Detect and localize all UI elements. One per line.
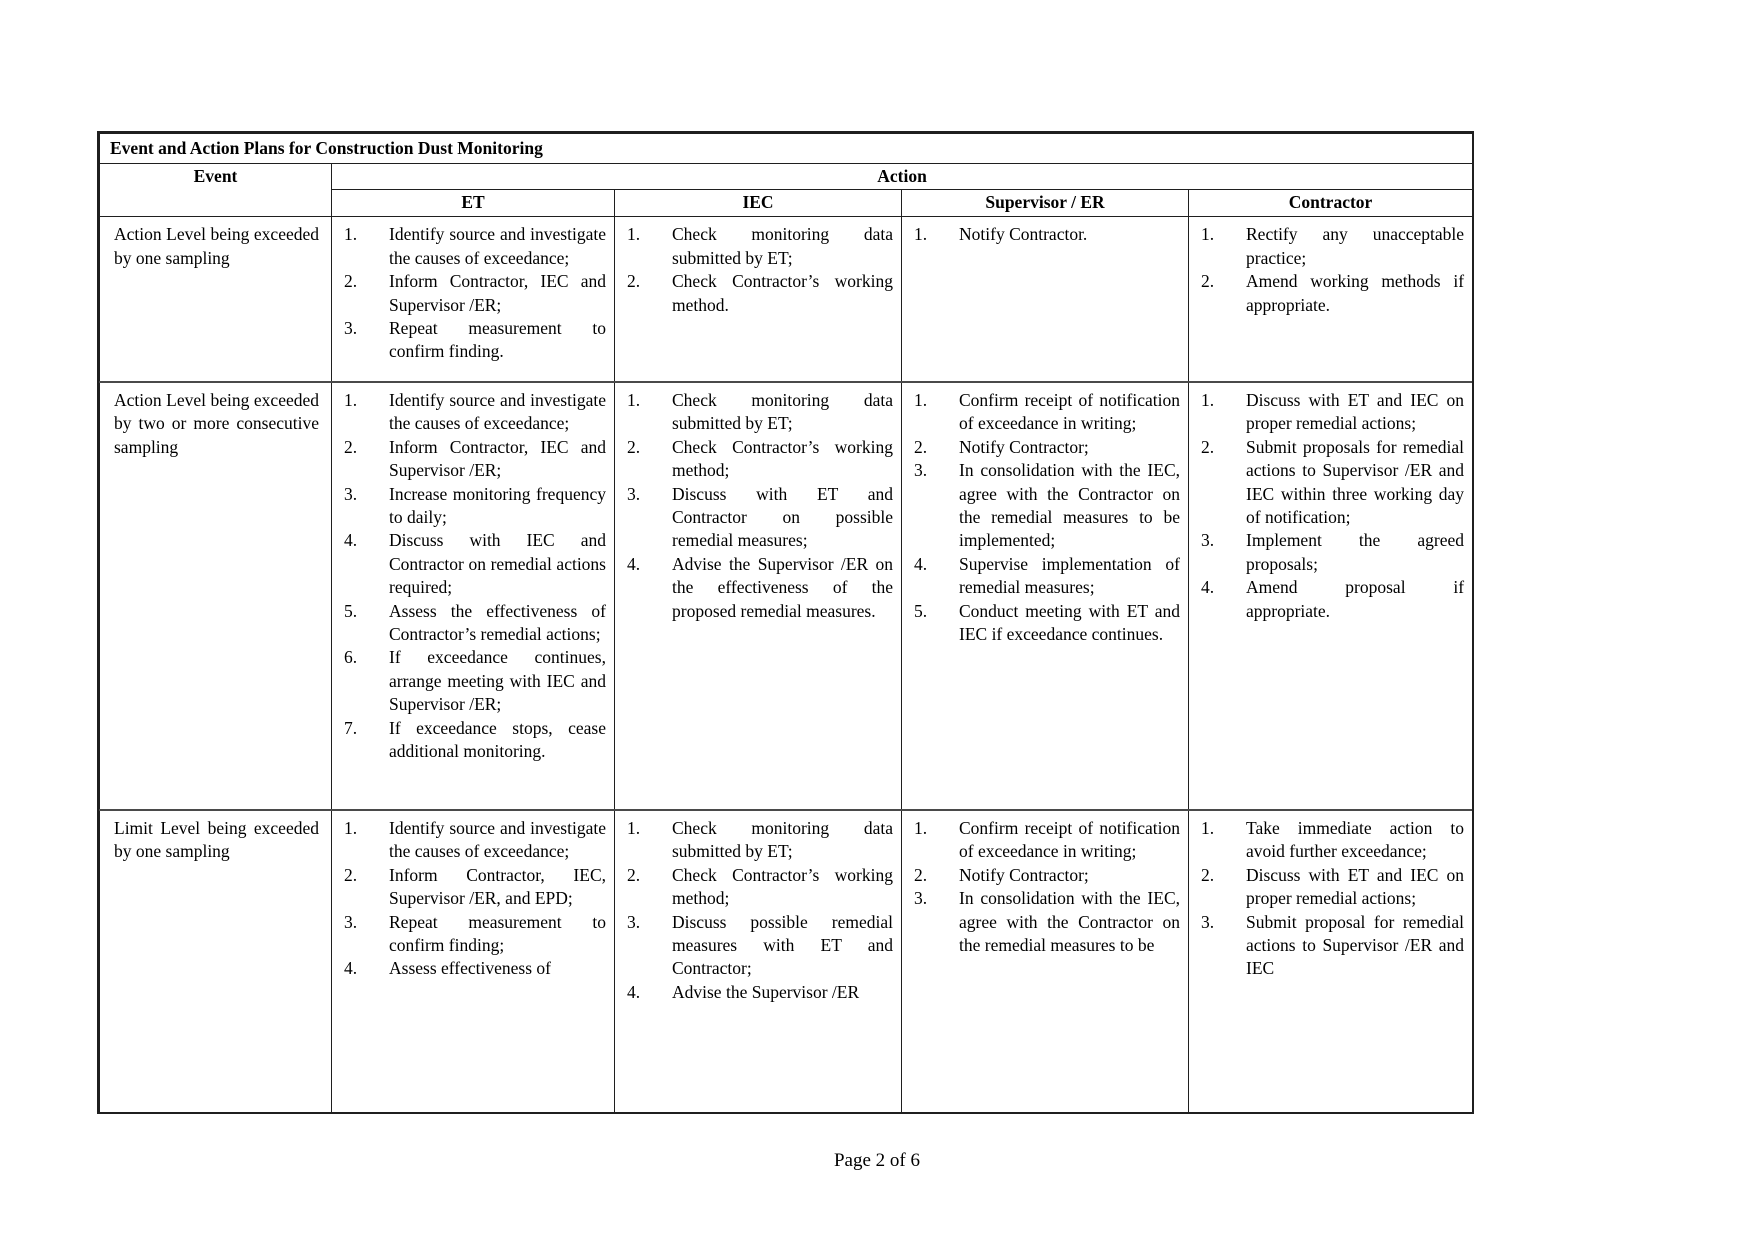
iec-actions-cell — [615, 810, 902, 1114]
table-row — [100, 382, 1473, 810]
action-item: In consolidation with the IEC, agree with the Contractor on the remedial measures to be — [959, 888, 1180, 955]
table-row — [100, 810, 1473, 1114]
action-item: Confirm receipt of notification of exceedance in writing; — [959, 389, 1180, 434]
action-list — [1199, 389, 1464, 623]
action-item: Check Contractor’s working method; — [672, 436, 893, 481]
action-item: Advise the Supervisor /ER on the effectiveness of the proposed remedial measures. — [672, 553, 893, 621]
event-action-table — [97, 131, 1474, 1114]
table-row — [100, 217, 1473, 382]
action-item: If exceedance continues, arrange meeting with IEC and Supervisor /ER; — [389, 647, 606, 715]
action-item: Inform Contractor, IEC and Supervisor /ER; — [389, 436, 606, 481]
action-item: Discuss with ET and Contractor on possible remedial measures; — [672, 483, 893, 551]
action-item: Inform Contractor, IEC and Supervisor /ER; — [389, 271, 606, 315]
action-item: Confirm receipt of notification of exceedance in writing; — [959, 817, 1180, 862]
action-item: Discuss with ET and IEC on proper remedial actions; — [1246, 389, 1465, 434]
action-item: Discuss with IEC and Contractor on remedial actions required; — [389, 530, 606, 598]
event-cell: Action Level being exceeded by one sampling — [100, 217, 332, 382]
action-list — [625, 223, 893, 317]
action-item: Assess effectiveness of — [389, 958, 551, 979]
action-list — [912, 389, 1180, 646]
action-item: Repeat measurement to confirm finding. — [389, 318, 606, 362]
action-item: Submit proposals for remedial actions to Supervisor /ER and IEC within three working day of notification; — [1246, 436, 1465, 527]
action-list — [625, 817, 893, 1004]
action-item: Submit proposal for remedial actions to Supervisor /ER and IEC — [1246, 911, 1465, 979]
action-list — [1199, 223, 1464, 317]
iec-actions-cell — [615, 217, 902, 382]
action-item: Identify source and investigate the causes of exceedance; — [389, 817, 606, 862]
supervisor-actions-cell — [902, 810, 1189, 1114]
action-item: Inform Contractor, IEC, Supervisor /ER, and EPD; — [389, 864, 606, 909]
column-header-supervisor-er: Supervisor / ER — [902, 190, 1189, 217]
column-header-et: ET — [332, 190, 615, 217]
action-item: Notify Contractor; — [959, 864, 1089, 885]
action-list — [1199, 817, 1464, 981]
action-item: Identify source and investigate the causes of exceedance; — [389, 389, 606, 434]
action-item: Rectify any unacceptable practice; — [1246, 224, 1465, 268]
action-item: In consolidation with the IEC, agree with the Contractor on the remedial measures to be implemented; — [959, 460, 1180, 551]
action-item: Repeat measurement to confirm finding; — [389, 911, 606, 955]
column-header-event: Event — [100, 164, 332, 217]
column-header-contractor: Contractor — [1189, 190, 1473, 217]
contractor-actions-cell — [1189, 382, 1473, 810]
table-title-row — [100, 134, 1473, 164]
action-item: If exceedance stops, cease additional monitoring. — [389, 717, 606, 761]
contractor-actions-cell — [1189, 810, 1473, 1114]
action-item: Assess the effectiveness of Contractor’s remedial actions; — [389, 600, 606, 644]
action-list — [912, 817, 1180, 957]
action-list — [342, 389, 606, 764]
action-item: Check Contractor’s working method. — [672, 271, 893, 315]
action-item: Check Contractor’s working method; — [672, 864, 893, 909]
supervisor-actions-cell — [902, 382, 1189, 810]
column-header-action: Action — [332, 164, 1473, 190]
action-item: Implement the agreed proposals; — [1246, 530, 1465, 574]
contractor-actions-cell — [1189, 217, 1473, 382]
action-item: Advise the Supervisor /ER — [672, 981, 860, 1002]
event-cell: Limit Level being exceeded by one sampling — [100, 810, 332, 1114]
supervisor-actions-cell — [902, 217, 1189, 382]
page-number: Page 2 of 6 — [833, 1150, 920, 1171]
table-title: Event and Action Plans for Construction Dust Monitoring — [100, 134, 1473, 164]
action-item: Identify source and investigate the causes of exceedance; — [389, 224, 606, 268]
action-item: Check monitoring data submitted by ET; — [672, 817, 893, 862]
header-row-action — [100, 164, 1473, 190]
action-item: Take immediate action to avoid further exceedance; — [1246, 817, 1465, 862]
action-item: Notify Contractor. — [959, 224, 1088, 245]
action-item: Discuss with ET and IEC on proper remedial actions; — [1246, 864, 1465, 909]
iec-actions-cell — [615, 382, 902, 810]
action-item: Increase monitoring frequency to daily; — [389, 483, 606, 527]
action-list — [342, 223, 606, 363]
column-header-iec: IEC — [615, 190, 902, 217]
action-list — [342, 817, 606, 981]
action-list — [912, 223, 1180, 246]
et-actions-cell — [332, 810, 615, 1114]
action-list — [625, 389, 893, 623]
et-actions-cell — [332, 382, 615, 810]
action-item: Amend working methods if appropriate. — [1246, 271, 1465, 315]
event-cell: Action Level being exceeded by two or more consecutive sampling — [100, 382, 332, 810]
action-item: Supervise implementation of remedial measures; — [959, 553, 1180, 598]
action-item: Discuss possible remedial measures with ET and Contractor; — [672, 911, 893, 979]
action-item: Conduct meeting with ET and IEC if exceedance continues. — [959, 600, 1180, 644]
action-item: Amend proposal if appropriate. — [1246, 577, 1465, 621]
et-actions-cell — [332, 217, 615, 382]
action-item: Check monitoring data submitted by ET; — [672, 389, 893, 434]
action-item: Notify Contractor; — [959, 436, 1089, 457]
action-item: Check monitoring data submitted by ET; — [672, 224, 893, 268]
